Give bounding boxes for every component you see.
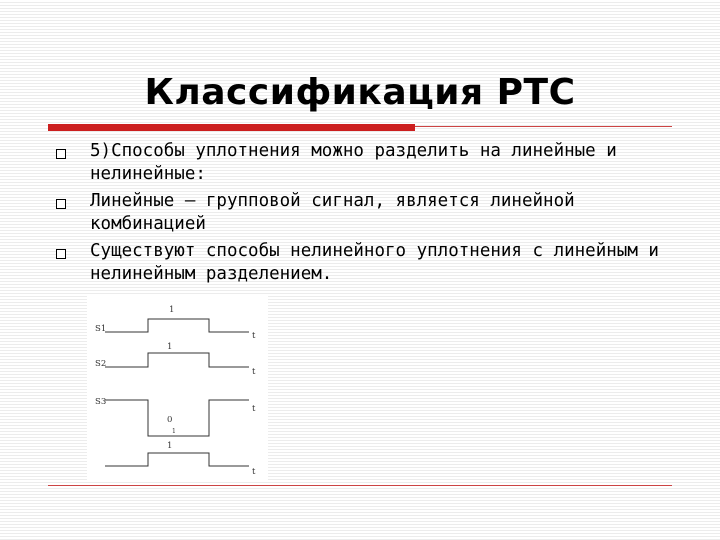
signal-timing-diagram xyxy=(87,296,268,480)
pulse3-level-label: 0 xyxy=(167,415,173,425)
bullet-item-3 xyxy=(48,240,688,286)
slide-title: Классификация РТС xyxy=(144,72,576,113)
bullet-list xyxy=(48,140,688,290)
pulse1-level-label: 1 xyxy=(169,305,175,315)
bullet-text-1: 5)Способы уплотнения можно разделить на линейные и нелинейные: xyxy=(90,141,617,184)
t4-label: t xyxy=(252,467,256,477)
s1-waveform xyxy=(105,319,249,332)
s2-label: S2 xyxy=(95,359,107,369)
bullet-text-3: Существуют способы нелинейного уплотнения с линейным и нелинейным разделением. xyxy=(90,241,659,284)
square-bullet-icon xyxy=(56,249,66,259)
bullet-item-2 xyxy=(48,190,688,236)
title-underline-red xyxy=(48,124,415,131)
s3-waveform xyxy=(105,400,249,436)
bottom-waveform xyxy=(105,453,249,466)
t1-label: t xyxy=(252,331,256,341)
s3-label: S3 xyxy=(95,397,107,407)
pulse2-level-label: 1 xyxy=(167,342,173,352)
pulse4-level-label: 1 xyxy=(167,441,173,451)
bullet-item-1 xyxy=(48,140,688,186)
square-bullet-icon xyxy=(56,149,66,159)
square-bullet-icon xyxy=(56,199,66,209)
bullet-text-2: Линейные – групповой сигнал, является линейной комбинацией xyxy=(90,191,575,234)
title-underline-thin xyxy=(415,126,672,127)
bottom-rule xyxy=(48,485,672,486)
s2-waveform xyxy=(105,353,249,367)
t3-label: t xyxy=(252,404,256,414)
pulse3-sub-label: 1 xyxy=(172,428,176,435)
t2-label: t xyxy=(252,367,256,377)
s1-label: S1 xyxy=(95,324,107,334)
